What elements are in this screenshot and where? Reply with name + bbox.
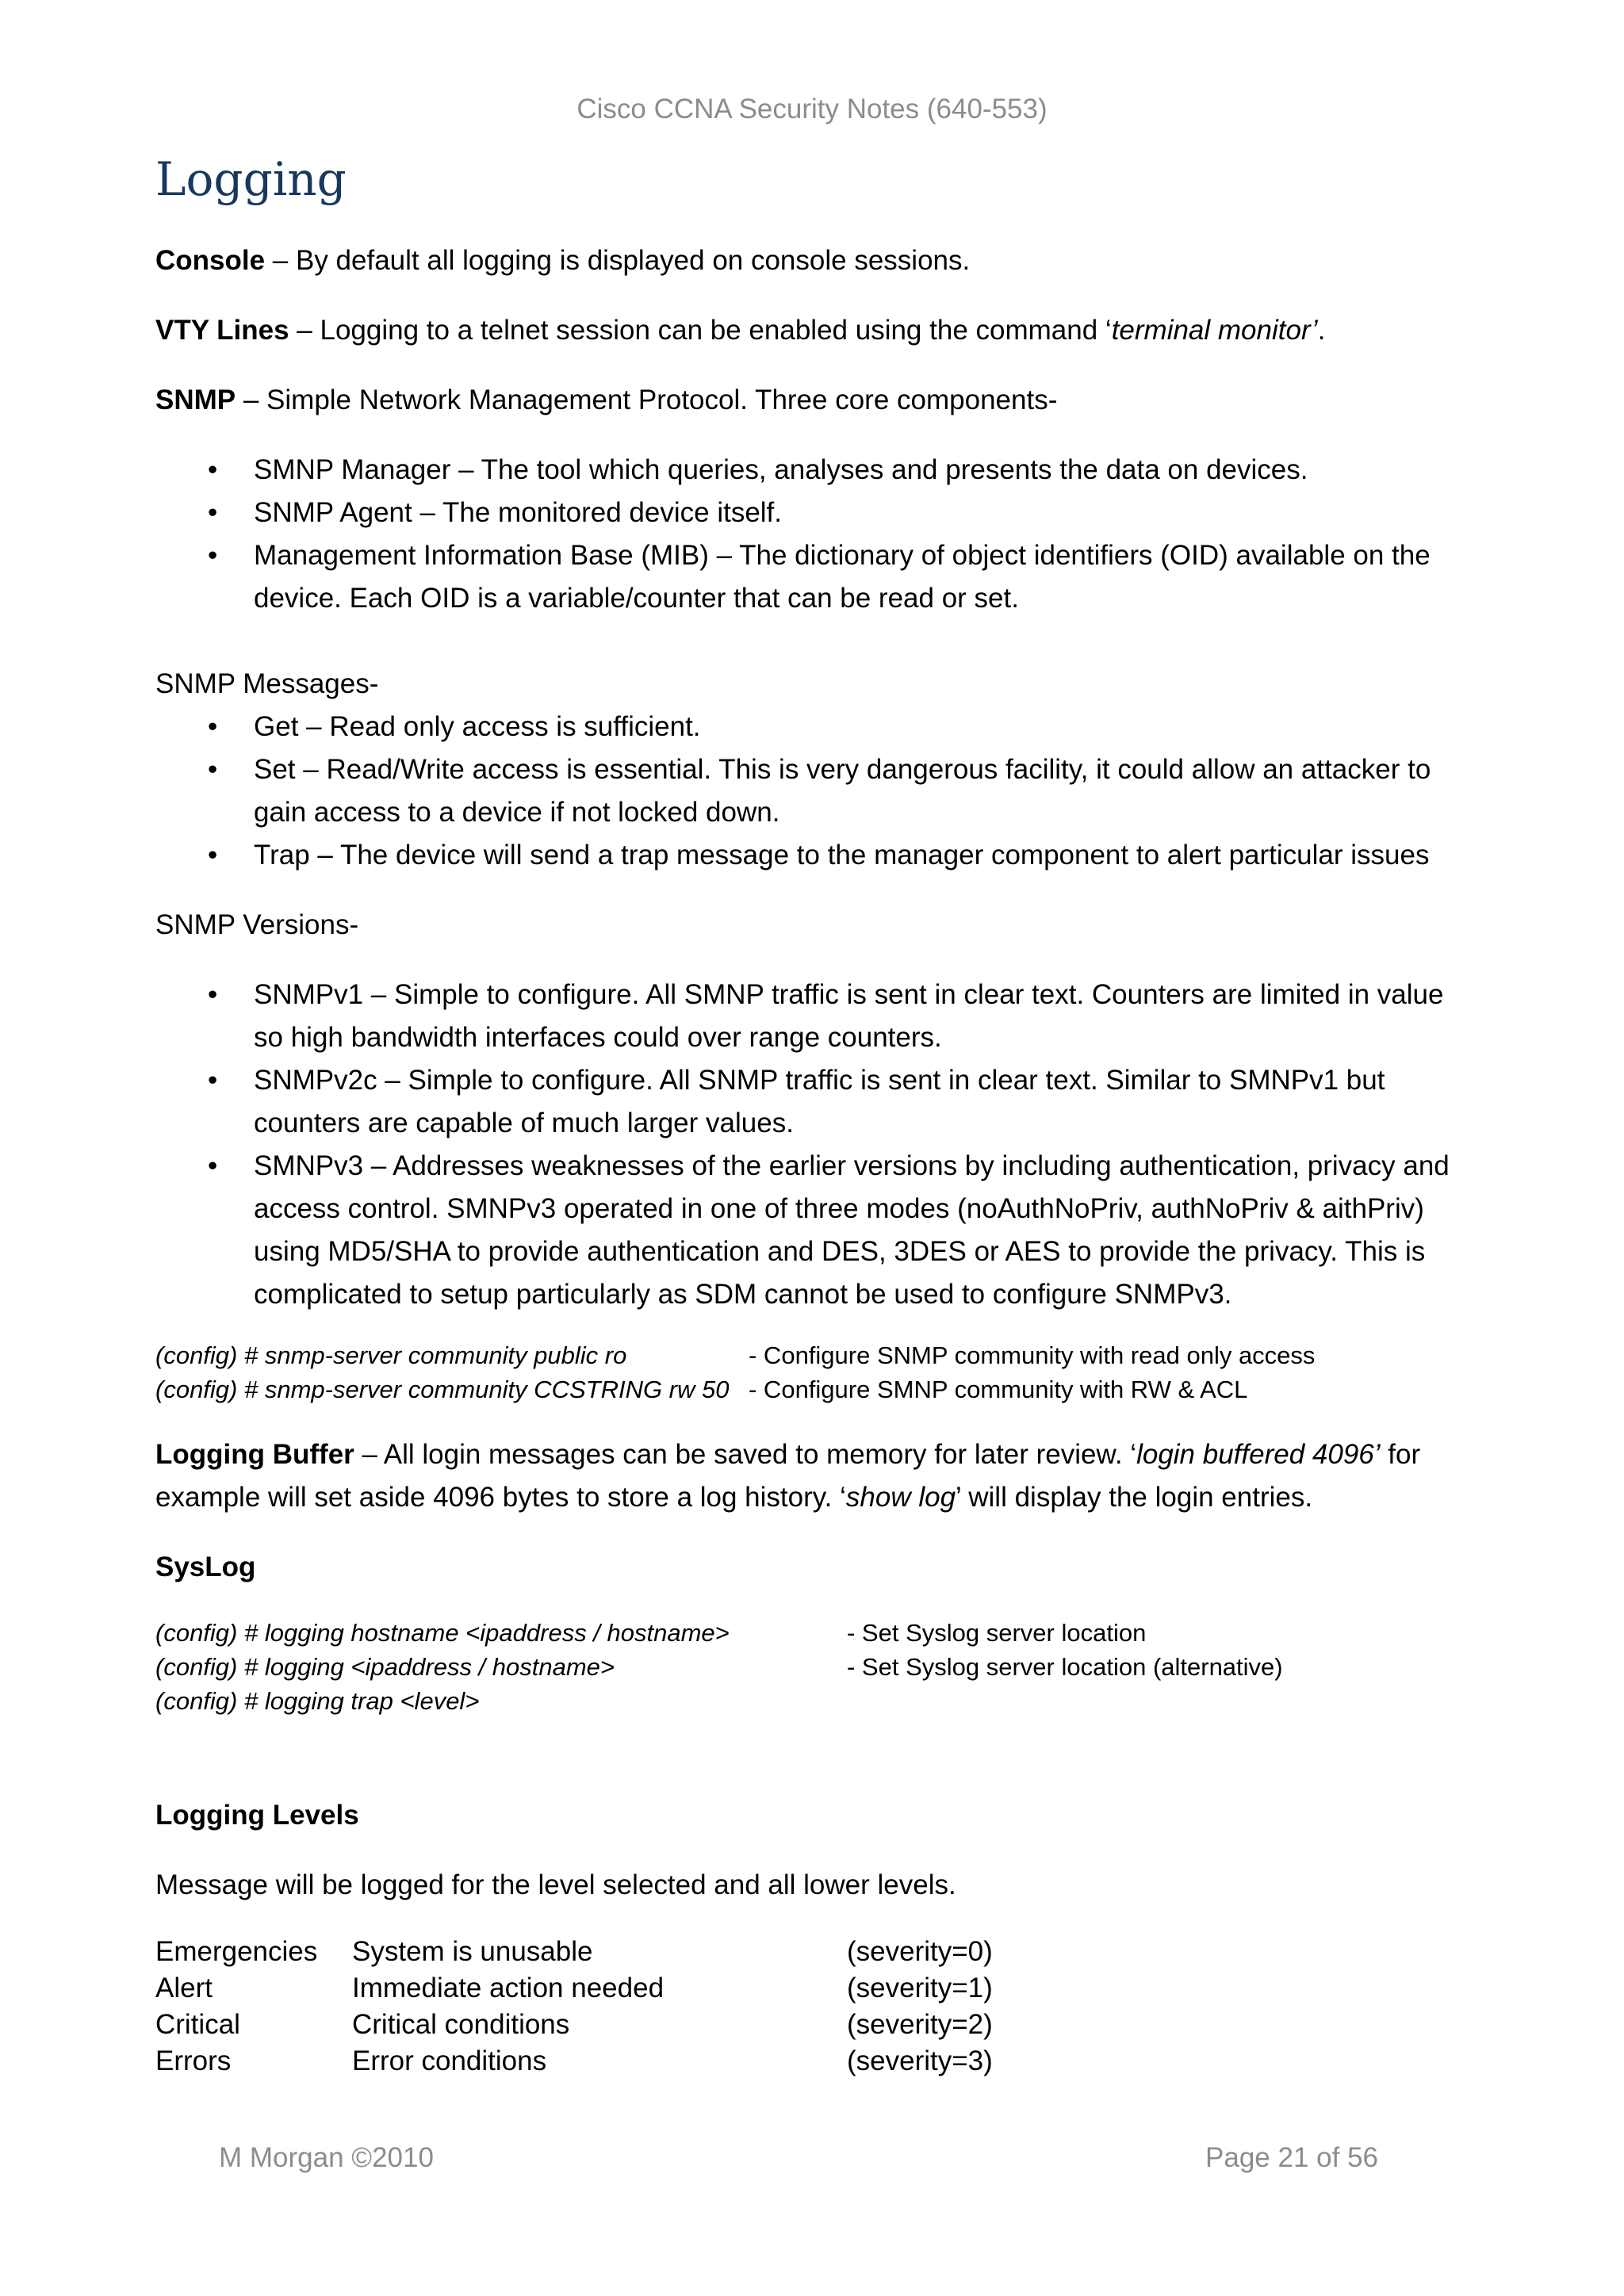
logging-levels-heading: Logging Levels	[155, 1800, 359, 1831]
table-row	[155, 1650, 1283, 1684]
table-row	[155, 1616, 1283, 1650]
snmp-components-list	[155, 449, 1456, 620]
page-title: Logging	[155, 152, 347, 206]
command-cell: (config) # snmp-server community CCSTRING rw 50	[155, 1376, 730, 1403]
list-item: • SNMPv2c – Simple to configure. All SNMP traffic is sent in clear text. Similar to SMNPv1 but counters are capable of much larger values.	[155, 1059, 1456, 1145]
snmp-term: SNMP	[155, 385, 236, 415]
table-row	[155, 1684, 1283, 1718]
list-item: • SNMP Agent – The monitored device itself.	[155, 492, 1456, 534]
logging-buffer-paragraph	[155, 1433, 1456, 1519]
level-description-cell: Error conditions	[352, 2045, 547, 2076]
level-severity-cell: (severity=1)	[847, 1973, 993, 2003]
command-cell: (config) # logging hostname <ipaddress / hostname>	[155, 1619, 730, 1647]
logging-levels-table	[155, 1934, 993, 2080]
command-cell: (config) # logging trap <level>	[155, 1687, 480, 1715]
level-description-cell: System is unusable	[352, 1936, 593, 1967]
list-item: • SNMPv1 – Simple to configure. All SMNP traffic is sent in clear text. Counters are limited in value so high bandwidth interfaces could over range counters.	[155, 974, 1456, 1059]
buffer-text-3: ’ will display the login entries.	[956, 1482, 1313, 1513]
buffer-command-1: login buffered 4096’	[1136, 1439, 1381, 1470]
page-content	[155, 239, 1456, 2080]
level-severity-cell: (severity=2)	[847, 2009, 993, 2040]
level-name-cell: Errors	[155, 2045, 232, 2076]
snmp-versions-heading: SNMP Versions-	[155, 909, 359, 940]
description-cell	[847, 1684, 1283, 1718]
page-header: Cisco CCNA Security Notes (640-553)	[576, 94, 1048, 124]
console-text: – By default all logging is displayed on console sessions.	[265, 245, 971, 276]
level-name-cell: Critical	[155, 2009, 240, 2040]
table-row	[155, 1970, 993, 2007]
list-item: • Get – Read only access is sufficient.	[155, 706, 1456, 748]
snmp-messages-list	[155, 706, 1456, 877]
vty-text-before: – Logging to a telnet session can be enabled using the command ‘	[289, 315, 1112, 346]
snmp-command-table	[155, 1338, 1315, 1406]
syslog-command-table	[155, 1616, 1283, 1718]
table-row	[155, 2007, 993, 2043]
console-paragraph	[155, 239, 1456, 282]
buffer-command-2: show log	[845, 1482, 956, 1513]
snmp-versions-list	[155, 974, 1456, 1316]
snmp-messages-heading: SNMP Messages-	[155, 668, 379, 699]
level-name-cell: Alert	[155, 1973, 213, 2003]
level-name-cell: Emergencies	[155, 1936, 318, 1967]
buffer-text-2: for example will set aside 4096 bytes to store a log history. ‘	[155, 1439, 1421, 1513]
list-item: • SMNP Manager – The tool which queries, analyses and presents the data on devices.	[155, 449, 1456, 492]
logging-levels-intro: Message will be logged for the level selected and all lower levels.	[155, 1869, 956, 1900]
footer-page-number: Page 21 of 56	[1205, 2142, 1378, 2173]
vty-paragraph	[155, 309, 1456, 352]
syslog-heading: SysLog	[155, 1552, 256, 1582]
buffer-term: Logging Buffer	[155, 1439, 354, 1470]
command-cell: (config) # logging <ipaddress / hostname>	[155, 1653, 615, 1681]
description-cell: - Configure SMNP community with RW & ACL	[749, 1376, 1248, 1403]
level-description-cell: Critical conditions	[352, 2009, 570, 2040]
vty-term: VTY Lines	[155, 315, 289, 346]
table-row	[155, 1934, 993, 1970]
console-term: Console	[155, 245, 266, 276]
vty-command: terminal monitor’	[1111, 315, 1318, 346]
list-item: • SMNPv3 – Addresses weaknesses of the earlier versions by including authentication, privacy and access control. SMNPv3 operated in one of three modes (noAuthNoPriv, authNoPriv & aithPriv) using MD5/SHA to provide authentication and DES, 3DES or AES to provide the privacy. This is complicated to setup particularly as SDM cannot be used to configure SNMPv3.	[155, 1145, 1456, 1316]
list-item: • Set – Read/Write access is essential. This is very dangerous facility, it could allow an attacker to gain access to a device if not locked down.	[155, 748, 1456, 834]
table-row	[155, 1338, 1315, 1372]
vty-text-after: .	[1317, 315, 1326, 346]
level-severity-cell: (severity=3)	[847, 2045, 993, 2076]
description-cell: - Configure SNMP community with read only access	[749, 1341, 1316, 1369]
command-cell: (config) # snmp-server community public ro	[155, 1341, 627, 1369]
footer-author: M Morgan ©2010	[219, 2142, 434, 2173]
list-item: • Management Information Base (MIB) – The dictionary of object identifiers (OID) available on the device. Each OID is a variable/counter that can be read or set.	[155, 534, 1456, 620]
buffer-text-1: – All login messages can be saved to memory for later review. ‘	[354, 1439, 1137, 1470]
table-row	[155, 1372, 1315, 1406]
snmp-text: – Simple Network Management Protocol. Three core components-	[236, 385, 1058, 415]
description-cell: - Set Syslog server location	[847, 1619, 1147, 1647]
list-item: • Trap – The device will send a trap message to the manager component to alert particular issues	[155, 834, 1456, 877]
table-row	[155, 2043, 993, 2080]
level-description-cell: Immediate action needed	[352, 1973, 665, 2003]
level-severity-cell: (severity=0)	[847, 1936, 993, 1967]
description-cell: - Set Syslog server location (alternative)	[847, 1653, 1283, 1681]
snmp-paragraph	[155, 379, 1456, 422]
